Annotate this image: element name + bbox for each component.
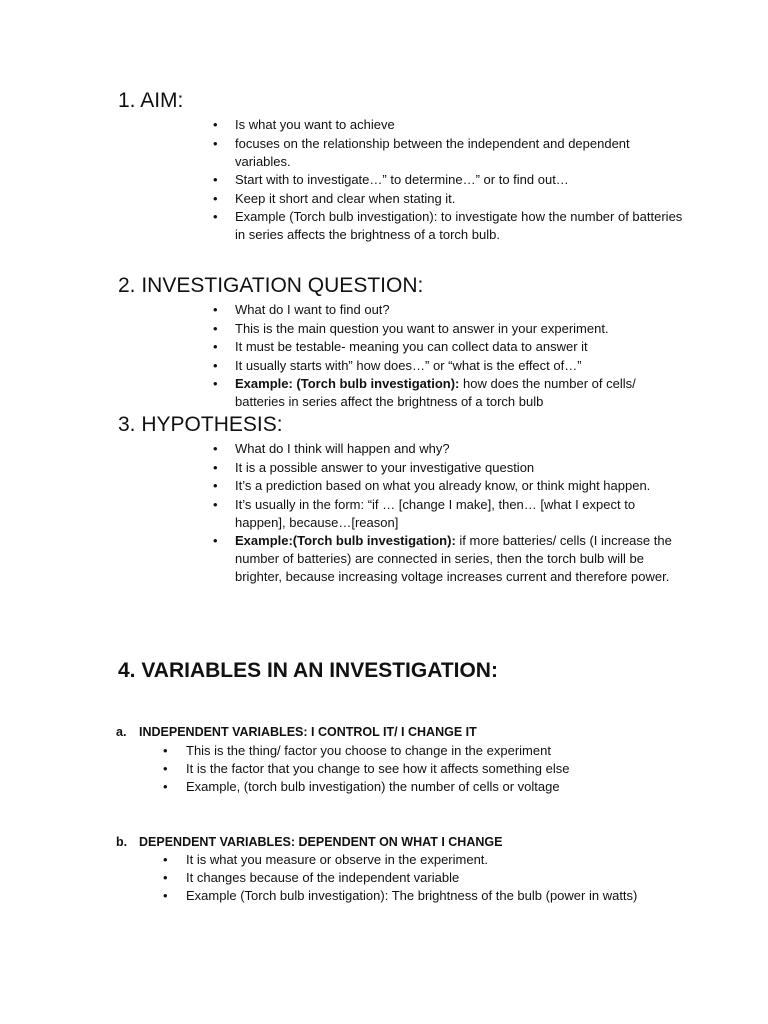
list-item: • It’s a prediction based on what you already know, or think might happen. bbox=[213, 477, 683, 495]
example-label: Example: (Torch bulb investigation): bbox=[235, 376, 460, 391]
list-item: • What do I want to find out? bbox=[213, 301, 683, 319]
list-item: • It’s usually in the form: “if … [change I make], then… [what I expect to happen], because…[reason] bbox=[213, 496, 683, 532]
hypothesis-heading: 3. HYPOTHESIS: bbox=[118, 413, 283, 436]
subheading-text: INDEPENDENT VARIABLES: I CONTROL IT/ I CHANGE IT bbox=[139, 725, 477, 739]
independent-bullet-list bbox=[163, 742, 693, 796]
example-text: how does the number of cells/ batteries in series affect the brightness of a torch bulb bbox=[235, 376, 636, 409]
variables-heading: 4. VARIABLES IN AN INVESTIGATION: bbox=[118, 659, 498, 682]
list-item: • It must be testable- meaning you can collect data to answer it bbox=[213, 338, 683, 356]
dependent-variables-title bbox=[116, 833, 502, 851]
list-item: • Is what you want to achieve bbox=[213, 116, 683, 134]
list-item: • It is the factor that you change to see how it affects something else bbox=[163, 760, 693, 778]
list-item: • Example (Torch bulb investigation): The brightness of the bulb (power in watts) bbox=[163, 887, 693, 905]
question-bullet-list bbox=[213, 301, 683, 412]
independent-variables-title bbox=[116, 723, 477, 741]
example-text: if more batteries/ cells (I increase the number of batteries) are connected in series, then the torch bulb will be brighter, because increasing voltage increases current and therefore power. bbox=[235, 533, 672, 584]
list-item: • focuses on the relationship between the independent and dependent variables. bbox=[213, 135, 683, 171]
subheading-text: DEPENDENT VARIABLES: DEPENDENT ON WHAT I CHANGE bbox=[139, 835, 503, 849]
list-item bbox=[213, 375, 683, 411]
list-letter: b. bbox=[116, 835, 128, 849]
aim-heading: 1. AIM: bbox=[118, 89, 184, 112]
aim-bullet-list bbox=[213, 116, 683, 245]
list-item bbox=[213, 532, 683, 586]
dependent-bullet-list bbox=[163, 851, 693, 905]
list-item: • What do I think will happen and why? bbox=[213, 440, 683, 458]
list-item: • It usually starts with” how does…” or “what is the effect of…” bbox=[213, 357, 683, 375]
list-item: • It changes because of the independent variable bbox=[163, 869, 693, 887]
example-label: Example:(Torch bulb investigation): bbox=[235, 533, 456, 548]
list-item: • This is the main question you want to answer in your experiment. bbox=[213, 320, 683, 338]
list-item: • Example (Torch bulb investigation): to investigate how the number of batteries in series affects the brightness of a torch bulb. bbox=[213, 208, 683, 244]
investigation-question-heading: 2. INVESTIGATION QUESTION: bbox=[118, 274, 424, 297]
list-item: • This is the thing/ factor you choose to change in the experiment bbox=[163, 742, 693, 760]
hypothesis-bullet-list bbox=[213, 440, 683, 587]
list-item: • Start with to investigate…” to determine…” or to find out… bbox=[213, 171, 683, 189]
list-item: • It is what you measure or observe in the experiment. bbox=[163, 851, 693, 869]
list-item: • Keep it short and clear when stating it. bbox=[213, 190, 683, 208]
list-item: • Example, (torch bulb investigation) the number of cells or voltage bbox=[163, 778, 693, 796]
list-letter: a. bbox=[116, 725, 127, 739]
list-item: • It is a possible answer to your investigative question bbox=[213, 459, 683, 477]
